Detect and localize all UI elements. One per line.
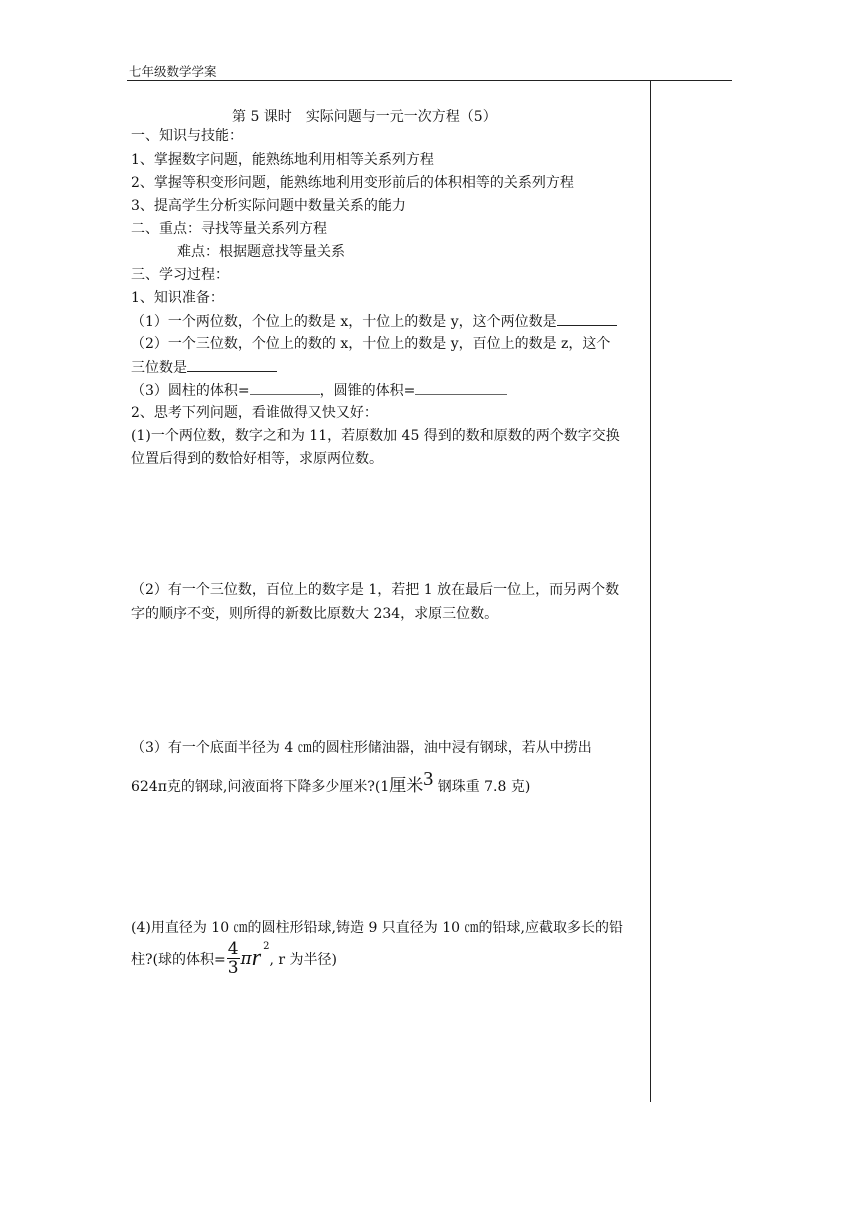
- prep-q3-text-a: （3）圆柱的体积=: [131, 383, 250, 399]
- lesson-title: [232, 106, 497, 126]
- unit-cm: 厘米: [389, 776, 424, 796]
- prep-question-3: [131, 380, 507, 401]
- prep-question-1: [131, 311, 617, 332]
- problem-4-line-2: [131, 940, 337, 977]
- prep-q2-text: 三位数是: [131, 360, 187, 376]
- problem-4-text-b: , r 为半径): [269, 951, 337, 968]
- problem-2-line-2: 字的顺序不变，则所得的新数比原数大 234，求原三位数。: [131, 606, 499, 622]
- answer-blank-3[interactable]: [250, 380, 320, 395]
- prep-question-2-line-2: [131, 357, 277, 378]
- fraction-denominator: 3: [227, 958, 239, 978]
- answer-blank-4[interactable]: [415, 380, 507, 395]
- prep-question-2-line-1: （2）一个三位数，个位上的数的 x，十位上的数是 y，百位上的数是 z，这个: [131, 336, 611, 352]
- page-header: 七年级数学学案: [129, 64, 217, 79]
- difficulty: 难点：根据题意找等量关系: [177, 244, 345, 260]
- radius-variable: r: [251, 945, 262, 971]
- objective-3: 3、提高学生分析实际问题中数量关系的能力: [131, 198, 406, 214]
- problem-4-text-a: 柱?(球的体积=: [131, 951, 226, 968]
- fraction-four-thirds: [227, 940, 240, 977]
- knowledge-heading: 一、知识与技能：: [131, 128, 243, 144]
- answer-blank-2[interactable]: [187, 357, 277, 372]
- problem-2-line-1: （2）有一个三位数，百位上的数字是 1，若把 1 放在最后一位上，而另两个数: [131, 582, 620, 598]
- lesson-number: 第 5 课时: [232, 109, 292, 125]
- prep-q3-text-b: ，圆锥的体积=: [319, 383, 416, 399]
- objective-1: 1、掌握数字问题，能熟练地利用相等关系列方程: [131, 152, 434, 168]
- problem-1-line-1: (1)一个两位数，数字之和为 11，若原数加 45 得到的数和原数的两个数字交换: [131, 428, 620, 444]
- process-heading: 三、学习过程：: [131, 267, 229, 283]
- fraction-numerator: 4: [227, 939, 239, 959]
- think-heading: 2、思考下列问题，看谁做得又快又好：: [131, 405, 378, 421]
- lesson-topic: 实际问题与一元一次方程（5）: [305, 109, 497, 125]
- problem-1-line-2: 位置后得到的数恰好相等，求原两位数。: [131, 451, 383, 467]
- key-point: 二、重点：寻找等量关系列方程: [131, 221, 327, 237]
- answer-blank-1[interactable]: [557, 311, 617, 326]
- prep-q1-text: （1）一个两位数，个位上的数是 x，十位上的数是 y，这个两位数是: [131, 314, 557, 330]
- problem-4-line-1: (4)用直径为 10 ㎝的圆柱形铅球,铸造 9 只直径为 10 ㎝的铅球,应截取多长的铅: [131, 920, 623, 936]
- objective-2: 2、掌握等积变形问题，能熟练地利用变形前后的体积相等的关系列方程: [131, 175, 574, 191]
- square-exponent: 2: [263, 941, 270, 952]
- unit-exponent: 3: [423, 768, 434, 790]
- problem-3-text-a: 624π克的钢球,问液面将下降多少厘米?(1: [131, 779, 390, 795]
- prep-heading: 1、知识准备：: [131, 290, 224, 306]
- problem-3-line-1: （3）有一个底面半径为 4 ㎝的圆柱形储油器，油中浸有钢球，若从中捞出: [131, 740, 592, 756]
- problem-3-line-2: [131, 768, 531, 797]
- margin-line: [650, 80, 651, 1102]
- problem-3-text-b: 钢珠重 7.8 克): [433, 779, 531, 795]
- header-rule: [127, 80, 732, 81]
- pi-symbol: π: [240, 948, 252, 969]
